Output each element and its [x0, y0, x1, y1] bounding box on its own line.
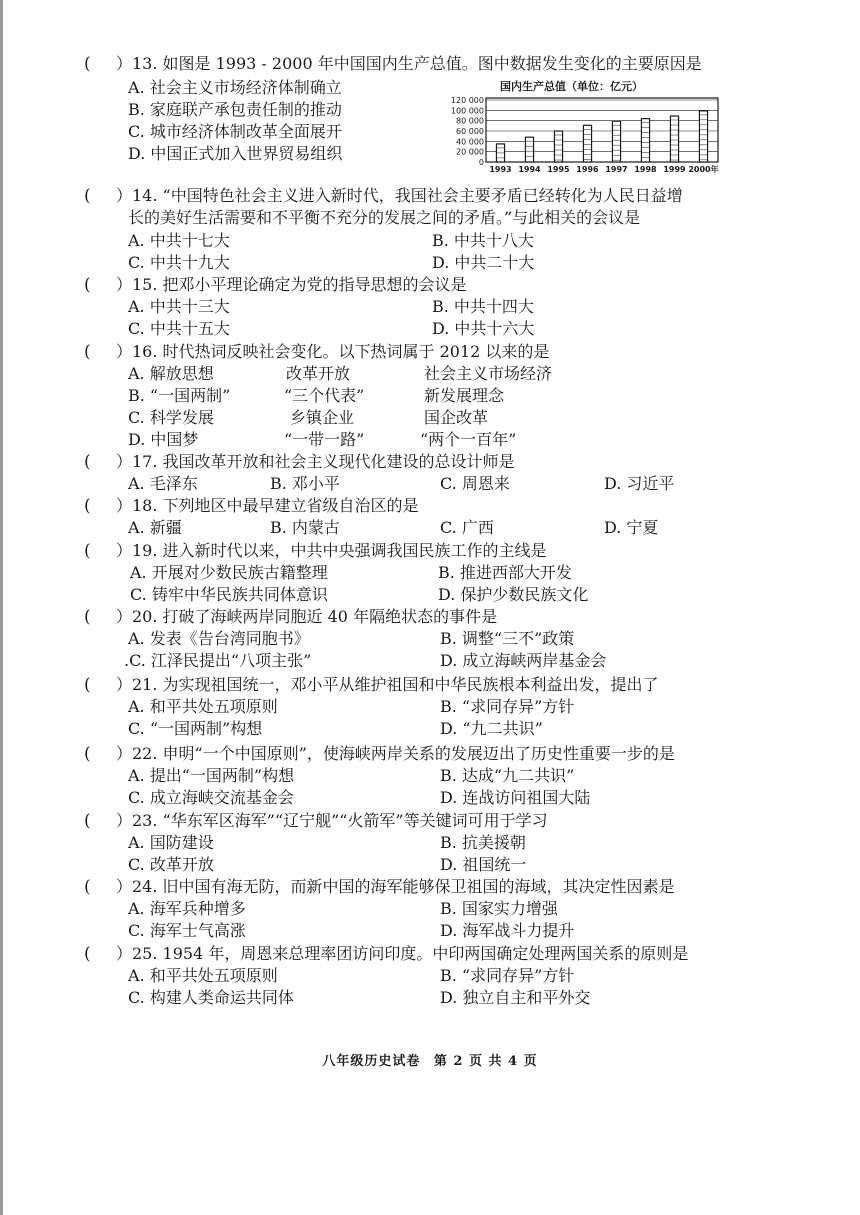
question-16-stem: ）16. 时代热词反映社会变化。以下热词属于 2012 以来的是 — [116, 342, 550, 361]
y-tick-label: 20 000 — [456, 147, 484, 157]
q16-row-d-2: “一带一路” — [284, 430, 365, 449]
answer-paren: ( — [84, 675, 91, 695]
x-tick-label: 1997 — [605, 165, 628, 174]
answer-paren: ( — [84, 541, 91, 561]
y-tick-label: 100 000 — [450, 106, 484, 116]
q15-option-a: A. 中共十三大 — [128, 297, 230, 316]
q14-option-a: A. 中共十七大 — [128, 231, 230, 250]
q21-option-a: A. 和平共处五项原则 — [128, 697, 278, 716]
q16-row-a-1: A. 解放思想 — [128, 364, 214, 383]
q25-option-d: D. 独立自主和平外交 — [440, 988, 591, 1007]
q16-row-d-1: D. 中国梦 — [128, 430, 199, 449]
q25-option-b: B. “求同存异”方针 — [440, 966, 575, 985]
bar — [612, 121, 620, 162]
x-tick-label: 1994 — [518, 165, 541, 174]
bar — [699, 111, 707, 162]
x-tick-label: 2000年 — [688, 165, 719, 174]
answer-paren: ( — [84, 744, 91, 764]
q20-option-b: B. 调整“三不”政策 — [440, 629, 575, 648]
question-17-stem: ）17. 我国改革开放和社会主义现代化建设的总设计师是 — [116, 452, 515, 471]
q16-row-c-3: 国企改革 — [424, 408, 489, 427]
q19-option-c: C. 铸牢中华民族共同体意识 — [130, 585, 328, 604]
answer-paren: ( — [84, 944, 91, 964]
q22-option-d: D. 连战访问祖国大陆 — [440, 788, 591, 807]
answer-paren: ( — [84, 811, 91, 831]
question-14-stem-cont: 长的美好生活需要和不平衡不充分的发展之间的矛盾。”与此相关的会议是 — [128, 208, 641, 227]
chart-title: 国内生产总值（单位：亿元） — [500, 80, 643, 93]
q17-option-c: C. 周恩来 — [440, 474, 510, 493]
answer-paren: ( — [84, 342, 91, 362]
bar — [525, 137, 533, 162]
answer-paren: ( — [84, 607, 91, 627]
page-number: 第 2 页 共 4 页 — [433, 1054, 538, 1069]
q16-row-c-2: 乡镇企业 — [290, 408, 355, 427]
q15-option-c: C. 中共十五大 — [128, 319, 230, 338]
y-tick-label: 40 000 — [456, 137, 484, 147]
page-edge — [0, 0, 3, 1215]
question-24-stem: ）24. 旧中国有海无防，而新中国的海军能够保卫祖国的海域，其决定性因素是 — [116, 877, 675, 896]
q16-row-a-3: 社会主义市场经济 — [424, 364, 553, 383]
q17-option-b: B. 邓小平 — [270, 474, 340, 493]
q23-option-a: A. 国防建设 — [128, 833, 214, 852]
q20-option-c: .C. 江泽民提出“八项主张” — [124, 651, 312, 670]
q18-option-b: B. 内蒙古 — [270, 518, 340, 537]
q17-option-a: A. 毛泽东 — [128, 474, 198, 493]
q14-option-c: C. 中共十九大 — [128, 253, 230, 272]
q24-option-c: C. 海军士气高涨 — [128, 921, 246, 940]
q16-row-a-2: 改革开放 — [286, 364, 351, 383]
q15-option-d: D. 中共十六大 — [432, 319, 535, 338]
x-tick-label: 1993 — [489, 165, 512, 174]
q24-option-a: A. 海军兵种增多 — [128, 899, 246, 918]
bar — [641, 119, 649, 162]
q16-row-c-1: C. 科学发展 — [128, 408, 214, 427]
q16-row-b-2: “三个代表” — [284, 386, 365, 405]
q15-option-b: B. 中共十四大 — [432, 297, 534, 316]
q16-row-d-3: “两个一百年” — [420, 430, 517, 449]
q21-option-b: B. “求同存异”方针 — [440, 697, 575, 716]
gdp-bar-chart — [436, 94, 726, 176]
bar — [583, 125, 591, 162]
answer-paren: ( — [84, 877, 91, 897]
q17-option-d: D. 习近平 — [604, 474, 675, 493]
x-tick-label: 1996 — [576, 165, 599, 174]
q18-option-a: A. 新疆 — [128, 518, 182, 537]
x-tick-label: 1995 — [547, 165, 570, 174]
q19-option-a: A. 开展对少数民族古籍整理 — [130, 563, 328, 582]
answer-paren: ( — [84, 452, 91, 472]
answer-paren: ( — [84, 54, 91, 74]
q25-option-c: C. 构建人类命运共同体 — [128, 988, 294, 1007]
q13-option-a: A. 社会主义市场经济体制确立 — [128, 78, 342, 97]
x-tick-label: 1999 — [663, 165, 686, 174]
q16-row-b-3: 新发展理念 — [424, 386, 505, 405]
q18-option-c: C. 广西 — [440, 518, 494, 537]
y-tick-label: 0 — [478, 158, 484, 167]
q14-option-b: B. 中共十八大 — [432, 231, 534, 250]
y-tick-label: 80 000 — [456, 116, 484, 126]
q24-option-b: B. 国家实力增强 — [440, 899, 558, 918]
q20-option-d: D. 成立海峡两岸基金会 — [440, 651, 607, 670]
question-20-stem: ）20. 打破了海峡两岸同胞近 40 年隔绝状态的事件是 — [116, 607, 498, 626]
question-18-stem: ）18. 下列地区中最早建立省级自治区的是 — [116, 496, 419, 515]
question-19-stem: ）19. 进入新时代以来，中共中央强调我国民族工作的主线是 — [116, 541, 547, 560]
q22-option-c: C. 成立海峡交流基金会 — [128, 788, 294, 807]
q23-option-d: D. 祖国统一 — [440, 855, 527, 874]
bar — [554, 131, 562, 162]
y-tick-label: 120 000 — [450, 96, 484, 105]
exam-title: 八年级历史试卷 — [322, 1054, 421, 1069]
q23-option-c: C. 改革开放 — [128, 855, 214, 874]
x-tick-label: 1998 — [634, 165, 657, 174]
q18-option-d: D. 宁夏 — [604, 518, 659, 537]
q24-option-d: D. 海军战斗力提升 — [440, 921, 575, 940]
q22-option-b: B. 达成“九二共识” — [440, 766, 575, 785]
q21-option-d: D. “九二共识” — [440, 719, 543, 738]
q16-row-b-1: B. “一国两制” — [128, 386, 231, 405]
question-21-stem: ）21. 为实现祖国统一，邓小平从维护祖国和中华民族根本利益出发，提出了 — [116, 675, 659, 694]
question-25-stem: ）25. 1954 年，周恩来总理率团访问印度。中印两国确定处理两国关系的原则是 — [116, 944, 689, 963]
q14-option-d: D. 中共二十大 — [432, 253, 535, 272]
q13-option-c: C. 城市经济体制改革全面展开 — [128, 122, 342, 141]
question-23-stem: ）23. “华东军区海军”“辽宁舰”“火箭军”等关键词可用于学习 — [116, 811, 548, 830]
answer-paren: ( — [84, 496, 91, 516]
q23-option-b: B. 抗美援朝 — [440, 833, 526, 852]
page-footer — [0, 1050, 860, 1069]
question-14-stem: ）14. “中国特色社会主义进入新时代，我国社会主要矛盾已经转化为人民日益增 — [116, 186, 683, 205]
q20-option-a: A. 发表《告台湾同胞书》 — [128, 629, 310, 648]
q13-option-b: B. 家庭联产承包责任制的推动 — [128, 100, 342, 119]
answer-paren: ( — [84, 186, 91, 206]
q19-option-d: D. 保护少数民族文化 — [438, 585, 589, 604]
q22-option-a: A. 提出“一国两制”构想 — [128, 766, 295, 785]
q19-option-b: B. 推进西部大开发 — [438, 563, 572, 582]
q13-option-d: D. 中国正式加入世界贸易组织 — [128, 144, 343, 163]
answer-paren: ( — [84, 275, 91, 295]
chart-frame — [486, 98, 718, 162]
question-15-stem: ）15. 把邓小平理论确定为党的指导思想的会议是 — [116, 275, 467, 294]
question-13-stem: ）13. 如图是 1993 - 2000 年中国国内生产总值。图中数据发生变化的主要原因是 — [116, 54, 702, 73]
q21-option-c: C. “一国两制”构想 — [128, 719, 263, 738]
q25-option-a: A. 和平共处五项原则 — [128, 966, 278, 985]
question-22-stem: ）22. 申明“一个中国原则”，使海峡两岸关系的发展迈出了历史性重要一步的是 — [116, 744, 675, 763]
y-tick-label: 60 000 — [456, 127, 484, 136]
